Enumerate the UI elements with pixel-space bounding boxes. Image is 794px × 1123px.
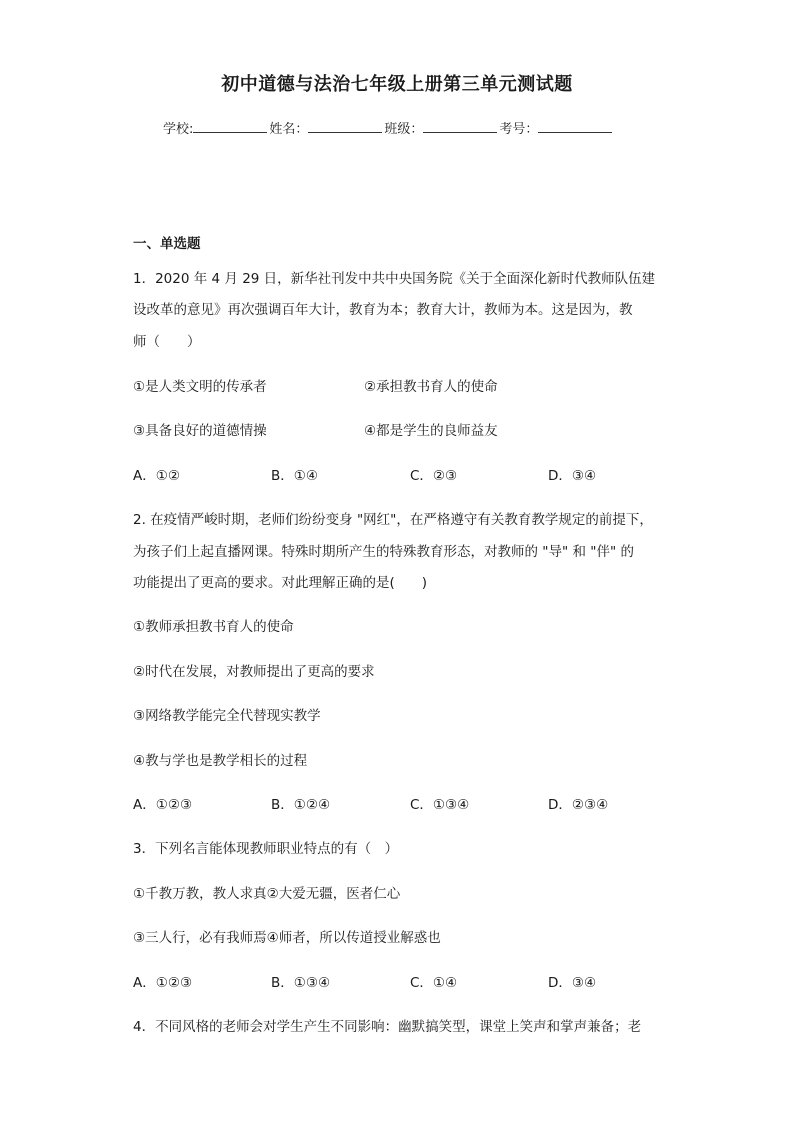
name-blank[interactable] [308,120,382,133]
question-3-option-a[interactable]: A．①②③ [133,975,193,991]
class-label: 班级： [384,122,424,137]
question-2-statement-2: ②时代在发展，对教师提出了更高的要求 [133,664,375,680]
question-3-statement-1: ①千教万教，教人求真②大爱无疆，医者仁心 [133,886,401,902]
question-1-statement-1: ①是人类文明的传承者 [133,379,267,395]
question-3-option-d[interactable]: D．③④ [548,975,597,991]
class-blank[interactable] [423,120,497,133]
question-3-statement-2: ③三人行，必有我师焉④师者，所以传道授业解惑也 [133,930,441,946]
id-label: 考号： [499,122,539,137]
name-label: 姓名： [269,122,309,137]
question-2-statement-3: ③网络教学能完全代替现实教学 [133,708,321,724]
school-label: 学校: [163,122,194,137]
question-1-statement-4: ④都是学生的良师益友 [364,423,498,439]
question-1-option-d[interactable]: D．③④ [548,468,597,484]
question-3-option-b[interactable]: B．①③④ [271,975,331,991]
question-2-option-d[interactable]: D．②③④ [548,797,609,813]
question-3-line-1: 3．下列名言能体现教师职业特点的有（ ） [133,841,399,857]
question-1-option-c[interactable]: C．②③ [410,468,458,484]
question-2-statement-4: ④教与学也是教学相长的过程 [133,753,308,769]
question-1-line-3: 师（ ） [133,334,201,350]
id-blank[interactable] [538,120,612,133]
page-title: 初中道德与法治七年级上册第三单元测试题 [221,74,573,95]
question-4-line-1: 4．不同风格的老师会对学生产生不同影响：幽默搞笑型，课堂上笑声和掌声兼备；老 [133,1019,642,1035]
question-2-option-c[interactable]: C．①③④ [410,797,470,813]
question-1-option-b[interactable]: B．①④ [271,468,318,484]
question-2-option-b[interactable]: B．①②④ [271,797,331,813]
question-2-statement-1: ①教师承担教书育人的使命 [133,619,294,635]
section-title: 一、单选题 [133,236,201,252]
question-2-line-1: 2. 在疫情严峻时期，老师们纷纷变身 "网红"，在严格遵守有关教育教学规定的前提下， [133,512,653,528]
question-2-line-3: 功能提出了更高的要求。对此理解正确的是( ) [133,575,428,591]
question-1-line-1: 1．2020 年 4 月 29 日，新华社刊发中共中央国务院《关于全面深化新时代教师队伍建 [133,271,656,287]
question-1-option-a[interactable]: A．①② [133,468,180,484]
question-2-line-2: 为孩子们上起直播网课。特殊时期所产生的特殊教育形态，对教师的 "导" 和 "伴" 的 [133,544,635,560]
question-1-line-2: 设改革的意见》再次强调百年大计，教育为本；教育大计，教师为本。这是因为，教 [133,302,633,318]
question-1-statement-3: ③具备良好的道德情操 [133,423,267,439]
student-info-line [163,118,614,137]
question-3-option-c[interactable]: C．①④ [410,975,458,991]
question-1-statement-2: ②承担教书育人的使命 [364,379,498,395]
question-2-option-a[interactable]: A．①②③ [133,797,193,813]
school-blank[interactable] [193,120,267,133]
